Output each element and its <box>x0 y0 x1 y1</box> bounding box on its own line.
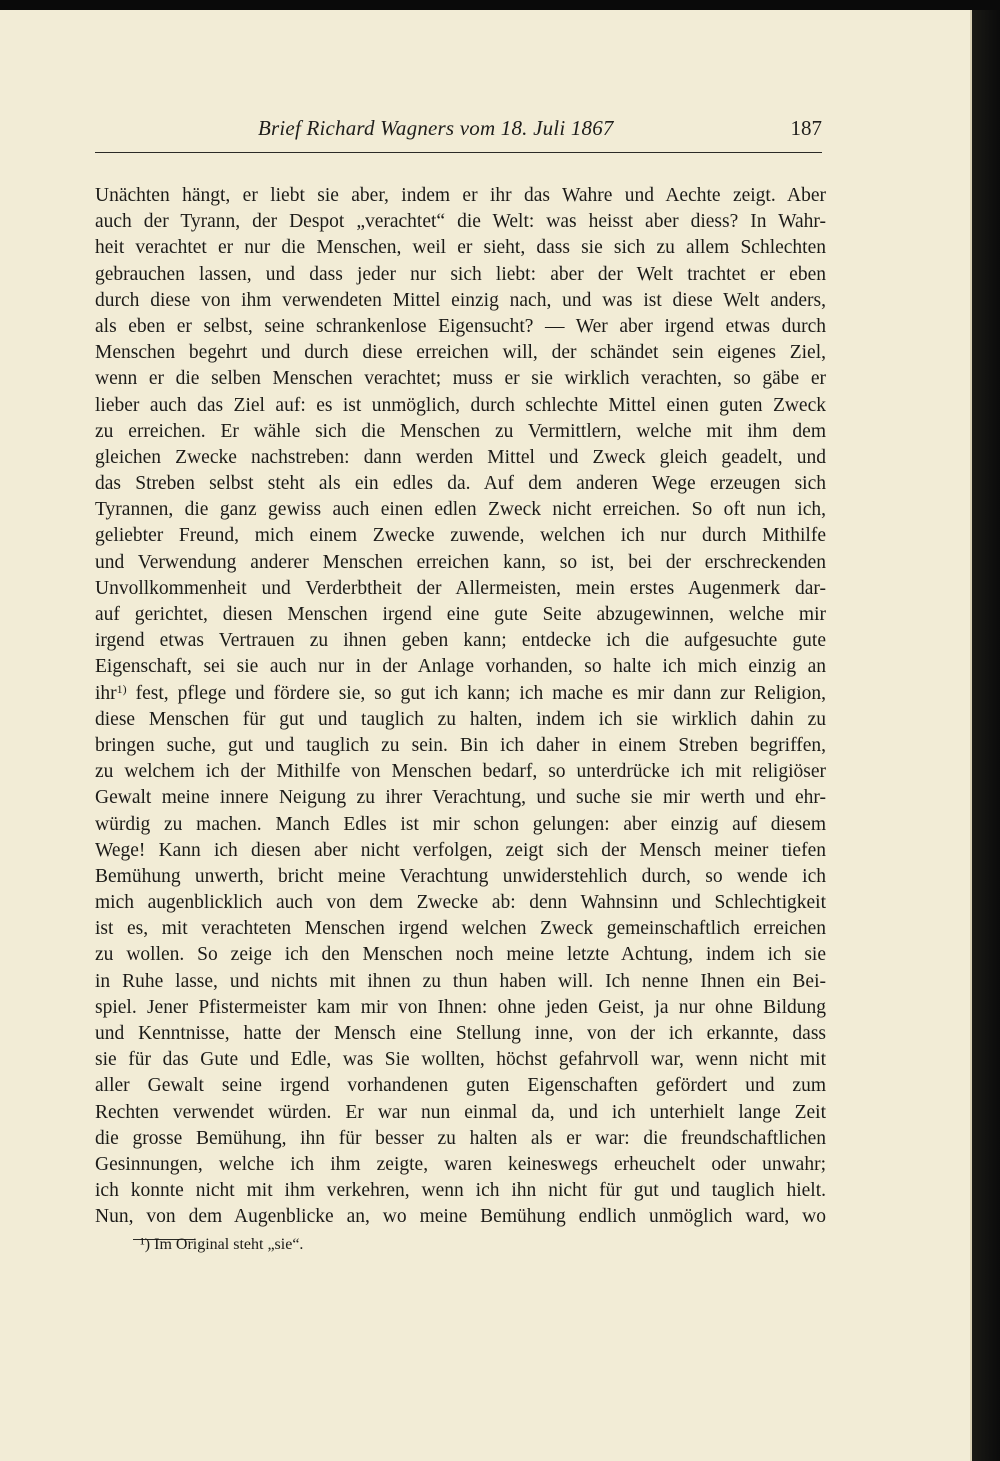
text-line: das Streben selbst steht als ein edles da. Auf dem anderen Wege erzeugen sich <box>95 473 826 495</box>
text-line: ich konnte nicht mit ihm verkehren, wenn ich ihn nicht für gut und tauglich hielt. <box>95 1180 826 1202</box>
text-line: die grosse Bemühung, ihn für besser zu halten als er war: die freundschaftlichen <box>95 1127 826 1149</box>
text-line: aller Gewalt seine irgend vorhandenen guten Eigenschaften gefördert und zum <box>95 1075 826 1097</box>
text-line: spiel. Jener Pfistermeister kam mir von Ihnen: ohne jeden Geist, ja nur ohne Bildung <box>95 996 826 1018</box>
text-line: Eigenschaft, sei sie auch nur in der Anlage vorhanden, so halte ich mich einzig an <box>95 656 826 678</box>
text-line: Tyrannen, die ganz gewiss auch einen edlen Zweck nicht erreichen. So oft nun ich, <box>95 499 826 521</box>
scan-edge <box>972 10 1000 1461</box>
text-line: zu erreichen. Er wähle sich die Menschen zu Vermittlern, welche mit ihm dem <box>95 420 826 442</box>
text-line: geliebter Freund, mich einem Zwecke zuwende, welchen ich nur durch Mithilfe <box>95 525 826 547</box>
text-line: würdig zu machen. Manch Edles ist mir schon gelungen: aber einzig auf diesem <box>95 813 826 835</box>
text-line-with-footnote-ref <box>95 681 826 707</box>
footnote-marker: ¹) <box>140 1236 151 1253</box>
text-line: durch diese von ihm verwendeten Mittel einzig nach, und was ist diese Welt anders, <box>95 289 826 311</box>
text-line: und Verwendung anderer Menschen erreichen kann, so ist, bei der erschreckenden <box>95 551 826 573</box>
text-line: zu wollen. So zeige ich den Menschen noch meine letzte Achtung, indem ich sie <box>95 944 826 966</box>
text-line: bringen suche, gut und tauglich zu sein. Bin ich daher in einem Streben begriffen, <box>95 734 826 756</box>
text-line: ist es, mit verachteten Menschen irgend welchen Zweck gemeinschaftlich erreichen <box>95 918 826 940</box>
text-line: als eben er selbst, seine schrankenlose Eigensucht? — Wer aber irgend etwas durch <box>95 315 826 337</box>
text-line: Menschen begehrt und durch diese erreichen will, der schändet sein eigenes Ziel, <box>95 342 826 364</box>
text-line-rest: fest, pflege und fördere sie, so gut ich kann; ich mache es mir dann zur Religion, <box>135 682 826 704</box>
footnote-text: Im Original steht „sie“. <box>154 1236 304 1253</box>
text-line: Wege! Kann ich diesen aber nicht verfolgen, zeigt sich der Mensch meiner tiefen <box>95 839 826 861</box>
footnote <box>140 1236 303 1254</box>
text-line: Rechten verwendet würden. Er war nun einmal da, und ich unterhielt lange Zeit <box>95 1101 826 1123</box>
page-header <box>95 114 822 153</box>
text-line: Gesinnungen, welche ich ihm zeigte, waren keineswegs erheuchelt oder unwahr; <box>95 1153 826 1175</box>
footnote-ref-marker: 1) <box>116 681 127 696</box>
text-line: Unächten hängt, er liebt sie aber, indem er ihr das Wahre und Aechte zeigt. Aber <box>95 185 826 206</box>
text-line: sie für das Gute und Edle, was Sie wollten, höchst gefahrvoll war, wenn nicht mit <box>95 1049 826 1071</box>
text-line: gebrauchen lassen, und dass jeder nur sich liebt: aber der Welt trachtet er eben <box>95 263 826 285</box>
text-line: Gewalt meine innere Neigung zu ihrer Verachtung, und suche sie mir werth und ehr- <box>95 787 826 809</box>
text-line: Nun, von dem Augenblicke an, wo meine Bemühung endlich unmöglich ward, wo <box>95 1206 826 1228</box>
text-line: irgend etwas Vertrauen zu ihnen geben kann; entdecke ich die aufgesuchte gute <box>95 630 826 652</box>
text-line: auf gerichtet, diesen Menschen irgend eine gute Seite abzugewinnen, welche mir <box>95 604 826 625</box>
text-line: wenn er die selben Menschen verachtet; muss er sie wirklich verachten, so gäbe er <box>95 368 826 390</box>
text-line: lieber auch das Ziel auf: es ist unmöglich, durch schlechte Mittel einen guten Zweck <box>95 394 826 416</box>
running-head: Brief Richard Wagners vom 18. Juli 1867 <box>258 116 614 140</box>
text-line: Bemühung unwerth, bricht meine Verachtung unwiderstehlich durch, so wende ich <box>95 865 826 887</box>
page-number: 187 <box>790 116 822 140</box>
text-line: in Ruhe lasse, und nichts mit ihnen zu thun haben will. Ich nenne Ihnen ein Bei- <box>95 970 826 992</box>
text-line: zu welchem ich der Mithilfe von Menschen bedarf, so unterdrücke ich mit religiöser <box>95 761 826 783</box>
text-line: heit verachtet er nur die Menschen, weil er sieht, dass sie sich zu allem Schlechten <box>95 237 826 259</box>
text-line: und Kenntnisse, hatte der Mensch eine Stellung inne, von der ich erkannte, dass <box>95 1023 826 1044</box>
text-line: auch der Tyrann, der Despot „verachtet“ die Welt: was heisst aber diess? In Wahr- <box>95 211 826 233</box>
text-line: Unvollkommenheit und Verderbtheit der Allermeisten, mein erstes Augenmerk dar- <box>95 577 826 599</box>
text-line: mich augenblicklich auch von dem Zwecke ab: denn Wahnsinn und Schlechtigkeit <box>95 892 826 914</box>
body-text <box>95 183 826 1231</box>
text-line: diese Menschen für gut und tauglich zu halten, indem ich sie wirklich dahin zu <box>95 708 826 730</box>
text-line: gleichen Zwecke nachstreben: dann werden Mittel und Zweck gleich geadelt, und <box>95 446 826 468</box>
footnote-ref-word: ihr <box>95 682 117 704</box>
